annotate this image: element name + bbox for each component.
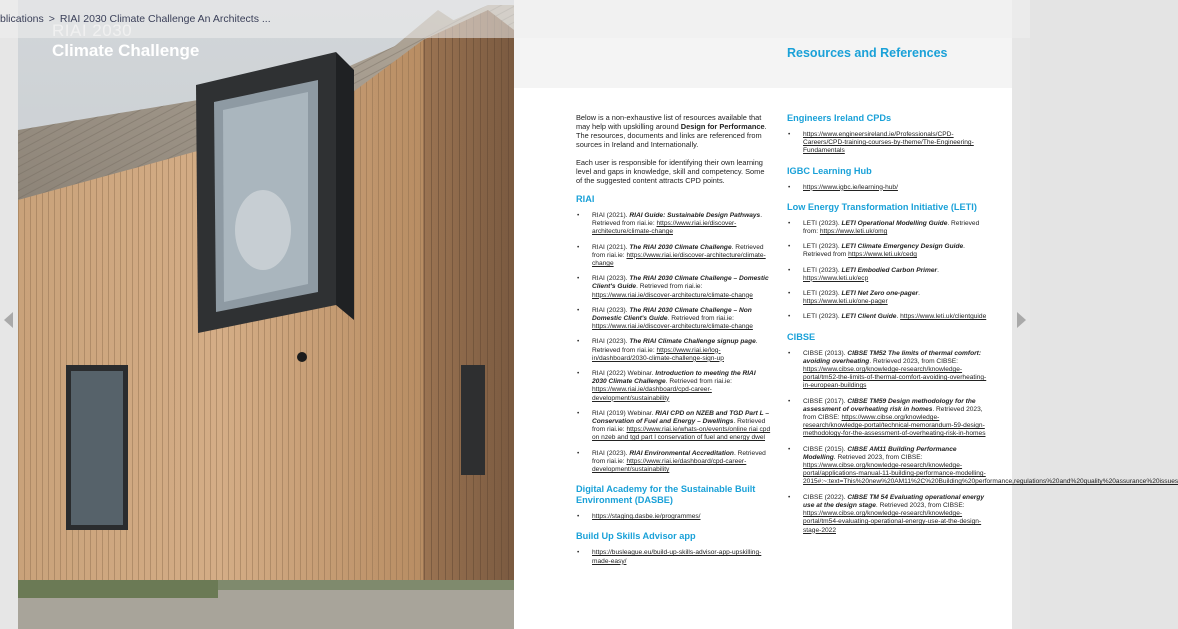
reference-item (576, 513, 772, 521)
section-heading: CIBSE (787, 331, 816, 342)
reference-title: LETI Operational Modelling Guide (841, 219, 948, 227)
reference-source: CIBSE (2013). (803, 349, 848, 357)
breadcrumb-separator: > (48, 13, 55, 26)
column-right (787, 113, 1178, 545)
reference-retrieved: . Retrieved from: (803, 219, 980, 236)
reference-source: CIBSE (2015). (803, 445, 848, 453)
reference-item (787, 350, 987, 391)
reference-source: RIAI (2021). (592, 243, 630, 251)
reference-item (576, 244, 772, 269)
reference-retrieved: . Retrieved from riai.ie: (592, 212, 763, 228)
reference-link[interactable]: https://www.riai.ie/dashboard/cpd-career-development/sustainability (592, 457, 747, 474)
reference-link[interactable]: https://www.riai.ie/discover-architecture/climate-change (592, 220, 737, 236)
reference-retrieved: . Retrieved from riai.ie: (592, 338, 758, 354)
reference-retrieved: . Retrieved 2023, from CIBSE: (875, 501, 965, 509)
chevron-right-icon (1017, 312, 1026, 328)
sections-left (576, 194, 772, 566)
reference-source: RIAI (2021). (592, 212, 630, 219)
reference-link[interactable]: https://busleague.eu/build-up-skills-advisor-app-upskilling-made-easy/ (592, 549, 762, 565)
reference-list (576, 212, 772, 474)
reference-title: RIAI Guide: Sustainable Design Pathways (629, 212, 761, 219)
reference-item (787, 494, 987, 535)
resources-page (514, 0, 1178, 629)
chevron-left-icon (4, 312, 13, 328)
reference-source: RIAI (2023). (592, 306, 630, 314)
reference-link[interactable]: https://www.riai.ie/discover-architecture/climate-change (592, 291, 753, 299)
reference-link[interactable]: https://www.leti.uk/omg (819, 228, 888, 236)
reference-link[interactable]: https://www.riai.ie/discover-architecture/climate-change (592, 251, 766, 268)
page-title: Resources and References (787, 46, 948, 60)
sections-right (787, 113, 1178, 535)
reference-link[interactable]: https://www.riai.ie/log-in/dashboard/2030-climate-challenge-sign-up (592, 346, 724, 362)
intro-text (576, 113, 772, 185)
reference-retrieved: . Retrieved 2023, from CIBSE: (833, 453, 923, 461)
reference-item (576, 212, 772, 237)
reference-source: RIAI (2023). (592, 275, 630, 283)
intro-text-2: . The resources, documents and links are referenced from sources in Ireland and Internationally. (576, 122, 767, 149)
reference-title: The RIAI 2030 Climate Challenge – Non Domestic Client's Guide (592, 306, 752, 323)
reference-source: LETI (2023). (803, 313, 842, 321)
reference-item (576, 450, 772, 475)
reference-retrieved: . Retrieved from riai.ie: (592, 243, 764, 259)
intro-paragraph-1 (576, 113, 772, 149)
reference-link[interactable]: https://www.leti.uk/clientguide (900, 313, 987, 321)
reference-source: LETI (2023). (803, 243, 842, 251)
reference-item (576, 370, 772, 403)
section-heading: Digital Academy for the Sustainable Built Environment (DASBE) (576, 484, 756, 506)
intro-text-1: Below is a non-exhaustive list of resources available that may help with upskilling around (576, 113, 762, 131)
reference-source: CIBSE (2017). (803, 397, 848, 405)
reference-title: CIBSE TM52 The limits of thermal comfort: avoiding overheating (803, 349, 982, 365)
house-photo (18, 0, 514, 629)
reference-title: CIBSE TM 54 Evaluating operational energy use at the design stage (803, 493, 985, 509)
reference-link[interactable]: https://staging.dasbe.ie/programmes/ (592, 513, 701, 521)
reference-title: LETI Client Guide (841, 313, 897, 321)
reference-link[interactable]: https://www.riai.ie/dashboard/cpd-career-development/sustainability (592, 386, 712, 402)
reference-link[interactable]: https://www.engineersireland.ie/Professionals/CPD-Careers/CPD-training-courses-by-theme/The-Engineering-Fundamentals (803, 131, 974, 155)
column-left (576, 113, 772, 576)
reference-retrieved: . (896, 313, 901, 321)
reference-source: LETI (2023). (803, 290, 842, 298)
reference-list (787, 220, 987, 322)
reference-source: CIBSE (2022). (803, 493, 848, 501)
cover-page (18, 0, 514, 629)
reference-title: CIBSE AM11 Building Performance Modelling (803, 445, 957, 461)
intro-bold: Design for Performance (680, 122, 765, 131)
reference-retrieved: . Retrieved from riai.ie: (592, 418, 766, 434)
reference-item (787, 398, 987, 439)
reference-title: RIAI Environmental Accreditation (629, 449, 734, 457)
reference-item (576, 549, 772, 565)
reference-link[interactable]: https://www.cibse.org/knowledge-research/knowledge-portal/tm52-the-limits-of-thermal-comfort-avoiding-overheating-in-european-buildings (803, 366, 987, 390)
reference-link[interactable]: https://www.cibse.org/knowledge-research/knowledge-portal/tm54-evaluating-operational-energy-use-at-the-design-stage-2022 (803, 510, 982, 534)
reference-link[interactable]: https://www.leti.uk/ecp (803, 274, 869, 282)
reference-link[interactable]: https://www.leti.uk/cedg (848, 251, 917, 259)
reference-list (787, 131, 987, 156)
previous-page-button[interactable] (0, 300, 16, 340)
reference-item (787, 184, 987, 192)
reference-source: LETI (2023). (803, 266, 842, 274)
reference-item (787, 445, 1178, 487)
reference-retrieved: . Retrieved from riai.ie: (667, 315, 734, 323)
reference-source: RIAI (2022) Webinar. (592, 370, 656, 378)
reference-source: LETI (2023). (803, 219, 842, 227)
reference-title: RIAI CPD on NZEB and TGD Part L – Conservation of Fuel and Energy – Dwellings (592, 409, 770, 426)
reference-list (787, 349, 1178, 535)
reference-retrieved: . Retrieved from (803, 243, 965, 259)
reference-link[interactable]: https://www.riai.ie/discover-architecture/climate-change (592, 323, 753, 331)
reference-item (787, 267, 987, 283)
reference-retrieved: . Retrieved 2023, from CIBSE: (869, 357, 959, 365)
reference-item (576, 275, 772, 300)
reference-title: LETI Embodied Carbon Primer (841, 266, 938, 274)
section-heading: Build Up Skills Advisor app (576, 531, 696, 542)
section-heading: RIAI (576, 194, 595, 204)
reference-link[interactable]: https://www.leti.uk/one-pager (803, 298, 888, 306)
cover-title-line2: Climate Challenge (52, 41, 200, 60)
reference-item (576, 410, 772, 443)
reference-item (576, 338, 772, 363)
reference-title: LETI Net Zero one-pager (841, 290, 919, 298)
reference-item (787, 313, 987, 321)
intro-paragraph-2: Each user is responsible for identifying their own learning level and gaps in knowledge, skill and competency. Some of the suggested content attracts CPD points. (576, 158, 765, 185)
reference-title: CIBSE TM59 Design methodology for the assessment of overheating risk in homes (803, 397, 976, 413)
reference-title: LETI Climate Emergency Design Guide (841, 243, 964, 251)
reference-retrieved: . (918, 290, 920, 298)
reference-link[interactable]: https://www.cibse.org/knowledge-research/knowledge-portal/technical-memorandum-59-design-methodology-for-the-assessment-of-overheating-risk-in-homes (803, 414, 986, 438)
section-heading: IGBC Learning Hub (787, 165, 872, 176)
section-heading: Low Energy Transformation Initiative (LETI) (787, 201, 977, 212)
reference-item (576, 307, 772, 332)
reference-item (787, 290, 987, 306)
reference-link[interactable]: https://www.riai.ie/whats-on/events/online riai cpd on nzeb and tgd part l conservation of fuel and energy dwel (592, 426, 771, 442)
reference-retrieved: . Retrieved from riai.ie: (636, 283, 703, 291)
reference-item (787, 131, 987, 156)
reference-source: RIAI (2019) Webinar. (592, 409, 656, 417)
reference-link[interactable]: https://www.igbc.ie/learning-hub/ (803, 183, 898, 191)
reference-list (576, 513, 772, 521)
reference-list (576, 549, 772, 565)
reference-source: RIAI (2023). (592, 449, 630, 457)
reference-retrieved: . Retrieved from riai.ie: (665, 378, 732, 386)
breadcrumb (0, 0, 1030, 38)
reference-item (787, 243, 987, 259)
reference-title: The RIAI Climate Challenge signup page (629, 338, 756, 346)
reference-link[interactable]: https://www.cibse.org/knowledge-research/knowledge-portal/applications-manual-11-building-performance-modelling-2015#:~:text=This%20new%20AM11%2C%20Building%20performance,regulations%20and%20quality%20assurance%20issues (803, 462, 1178, 486)
reference-list (787, 184, 987, 192)
reference-title: Introduction to meeting the RIAI 2030 Climate Challenge (592, 370, 756, 386)
reference-retrieved: . Retrieved from riai.ie: (592, 449, 766, 465)
reference-retrieved: . (937, 266, 939, 274)
section-heading: Engineers Ireland CPDs (787, 113, 892, 123)
breadcrumb-current: RIAI 2030 Climate Challenge An Architects ... (59, 13, 271, 26)
reference-item (787, 220, 987, 236)
reference-retrieved: . Retrieved 2023, from CIBSE: (803, 405, 983, 422)
breadcrumb-parent-link[interactable]: blications (0, 13, 44, 26)
reference-title: The RIAI 2030 Climate Challenge (629, 243, 732, 251)
reference-source: RIAI (2023). (592, 338, 630, 346)
next-page-button[interactable] (1013, 300, 1029, 340)
reference-title: The RIAI 2030 Climate Challenge – Domestic Client's Guide (592, 275, 769, 291)
